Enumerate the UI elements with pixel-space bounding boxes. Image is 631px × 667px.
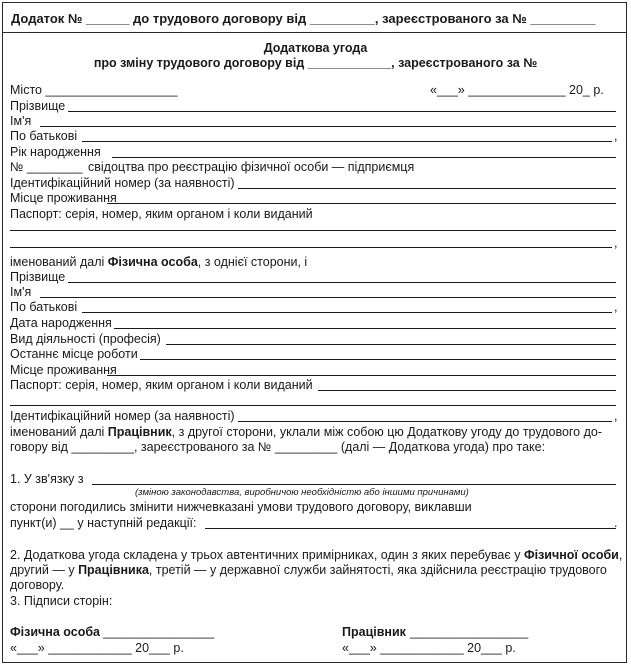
field-label: Рік народження [10,145,101,159]
fill-line[interactable] [238,188,616,189]
fill-line[interactable] [10,405,616,406]
named-individual: іменований далі Фізична особа, з однієї сторони, і [10,255,308,269]
field-label: Ім'я [10,285,32,299]
signature-employee-label: Працівник [342,625,406,639]
fill-line[interactable] [166,344,616,345]
comma: , [614,236,618,250]
field-label: Останнє місце роботи [10,347,138,361]
field-label: Паспорт: серія, номер, яким органом і коли виданий [10,207,313,221]
named-employee-line2: говору від _________, зареєстрованого за № _________ (далі — Додаткова угода) про таке: [10,440,546,454]
signature-individual-line[interactable]: ________________ [103,625,215,639]
fill-line[interactable] [140,359,616,360]
fill-line[interactable] [107,375,616,376]
fill-line[interactable] [68,282,616,283]
fill-line[interactable] [82,312,612,313]
city-field[interactable]: Місто ___________________ [10,83,178,97]
fill-line[interactable] [114,328,616,329]
fill-line[interactable] [107,203,616,204]
comma: , [614,300,618,314]
fill-line[interactable] [238,421,612,422]
fill-line[interactable] [40,126,616,127]
fill-line[interactable] [82,141,612,142]
field-label: Місце проживання [10,363,117,377]
clause3: 3. Підписи сторін: [10,594,113,608]
field-label: Місце проживання [10,191,117,205]
signature-employee-date[interactable]: «___» ____________ 20___ р. [342,641,516,655]
period: . [614,516,618,530]
certificate-label: свідоцтва про реєстрацію фізичної особи — підприємця [88,160,415,174]
clause2-line3: договору. [10,578,65,592]
comma: , [614,409,618,423]
field-label: Вид діяльності (професія) [10,332,161,346]
header-band [3,3,626,33]
clause1-line3: пункт(и) __ у наступній редакції: [10,516,197,530]
named-employee: іменований далі Працівник, з другої сторони, уклали між собою цю Додаткову угоду до трудового до- [10,425,603,439]
signature-individual-label: Фізична особа [10,625,101,639]
clause1-hint: (зміною законодавства, виробничою необхідністю або іншими причинами) [135,487,469,498]
title-line1: Додаткова угода [263,41,368,55]
field-label: По батькові [10,129,78,143]
fill-line[interactable] [68,111,616,112]
fill-line[interactable] [10,230,616,231]
clause1-start: 1. У зв'язку з [10,472,84,486]
comma: , [614,129,618,143]
fill-line[interactable] [205,528,616,529]
date-field[interactable]: «___» ______________ 20_ р. [430,83,604,97]
clause2-line1: 2. Додаткова угода складена у трьох автентичних примірниках, один з яких перебуває у Фізичної особи, [10,548,623,562]
title-line2: про зміну трудового договору від ____________, зареєстрованого за № [93,56,538,70]
field-label: Прізвище [10,270,66,284]
field-label: Паспорт: серія, номер, яким органом і коли виданий [10,378,313,392]
fill-line[interactable] [40,297,616,298]
field-label: Ідентифікаційний номер (за наявності) [10,176,235,190]
field-label: По батькові [10,300,78,314]
fill-line[interactable] [92,484,616,485]
field-label: Ідентифікаційний номер (за наявності) [10,409,235,423]
clause1-line2: сторони погодились змінити нижчевказані умови трудового договору, виклавши [10,500,472,514]
field-label: Ім'я [10,114,32,128]
fill-line[interactable] [112,157,616,158]
signature-individual-date[interactable]: «___» ____________ 20___ р. [10,641,184,655]
field-label: Прізвище [10,99,66,113]
signature-employee-line[interactable]: _________________ [410,625,529,639]
field-label: Дата народження [10,316,112,330]
certificate-number[interactable]: № ________ [10,160,83,174]
fill-line[interactable] [10,247,612,248]
clause2-line2: другий — у Працівника, третій — у державної служби зайнятості, яка здійснила реєстрацію трудового [10,563,607,577]
fill-line[interactable] [318,390,616,391]
appendix-header: Додаток № ______ до трудового договору від _________, зареєстрованого за № _________ [11,11,596,26]
